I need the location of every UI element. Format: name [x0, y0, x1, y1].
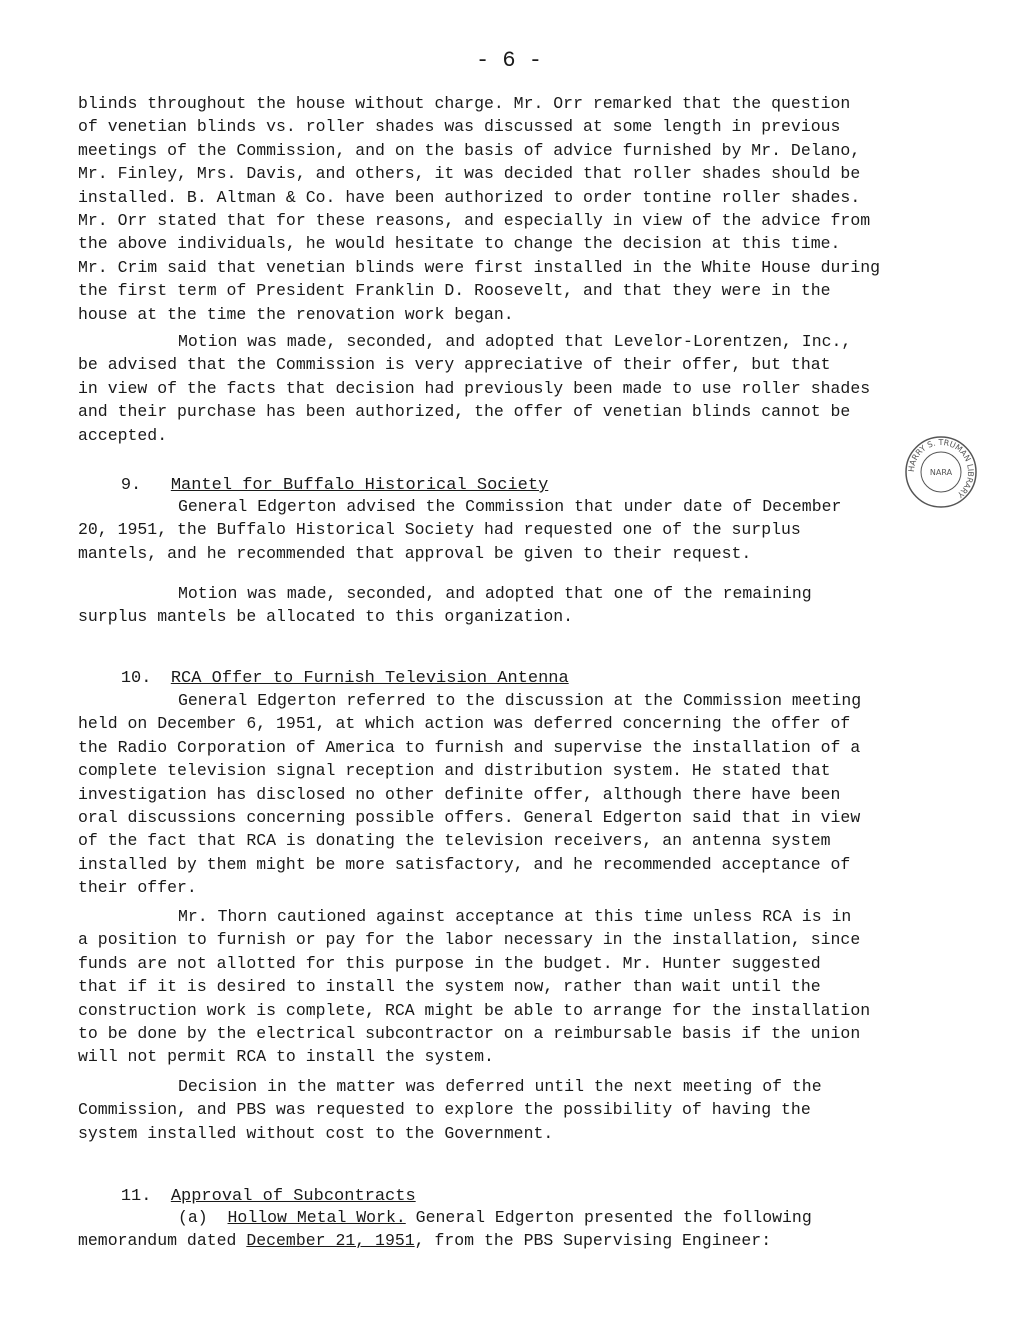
section-title: RCA Offer to Furnish Television Antenna	[170, 669, 569, 688]
text-line: surplus mantels be allocated to this organization.	[78, 607, 574, 627]
subsection-text: General Edgerton presented the following	[405, 1208, 812, 1227]
text-line: their offer.	[78, 878, 197, 898]
paragraph-decision-deferred	[78, 1075, 948, 1145]
text-line: Mr. Thorn cautioned against acceptance at this time unless RCA is in	[178, 907, 852, 926]
paragraph-blinds-motion	[78, 330, 948, 447]
text-line	[78, 1206, 948, 1229]
text-line: mantels, and he recommended that approval be given to their request.	[78, 543, 752, 563]
paragraph-thorn-caution	[78, 905, 948, 1069]
paragraph-blinds-discussion	[78, 92, 948, 326]
text-line: complete television signal reception and distribution system. He stated that	[78, 761, 831, 781]
text-line: General Edgerton advised the Commission that under date of December	[178, 497, 842, 516]
page-number: - 6 -	[475, 48, 542, 73]
text-line: system installed without cost to the Government.	[78, 1123, 554, 1143]
text-line: 20, 1951, the Buffalo Historical Society had requested one of the surplus	[78, 520, 801, 540]
paragraph-mantel-request	[78, 495, 948, 565]
text-line: Mr. Finley, Mrs. Davis, and others, it was decided that roller shades should be	[78, 164, 861, 184]
text-line: Motion was made, seconded, and adopted that Levelor-Lorentzen, Inc.,	[178, 332, 852, 351]
text-line: that if it is desired to install the system now, rather than wait until the	[78, 977, 821, 997]
text-line: investigation has disclosed no other definite offer, although there have been	[78, 784, 841, 804]
subsection-title: Hollow Metal Work.	[227, 1208, 406, 1227]
subsection-label: (a)	[178, 1208, 208, 1227]
paragraph-mantel-motion	[78, 582, 948, 629]
stamp-center-text: NARA	[929, 468, 953, 477]
text-line: will not permit RCA to install the system.	[78, 1047, 494, 1067]
text-line: Mr. Crim said that venetian blinds were first installed in the White House during	[78, 257, 881, 277]
library-stamp-icon	[903, 434, 979, 510]
text-line: Motion was made, seconded, and adopted that one of the remaining	[178, 584, 812, 603]
text-line: General Edgerton referred to the discussion at the Commission meeting	[178, 691, 862, 710]
text-line: to be done by the electrical subcontractor on a reimbursable basis if the union	[78, 1024, 861, 1044]
text-line: a position to furnish or pay for the labor necessary in the installation, since	[78, 930, 861, 950]
text-line: oral discussions concerning possible offers. General Edgerton said that in view	[78, 808, 861, 828]
text-line: house at the time the renovation work began.	[78, 304, 514, 324]
section-number: 10.	[120, 669, 152, 688]
text-line: in view of the facts that decision had previously been made to use roller shades	[78, 378, 871, 398]
text-line	[78, 1229, 948, 1252]
subsection-text: memorandum dated	[78, 1231, 247, 1251]
text-line: Mr. Orr stated that for these reasons, and especially in view of the advice from	[78, 211, 871, 231]
text-line: installed. B. Altman & Co. have been authorized to order tontine roller shades.	[78, 187, 861, 207]
text-line: of the fact that RCA is donating the television receivers, an antenna system	[78, 831, 831, 851]
text-line: and their purchase has been authorized, the offer of venetian blinds cannot be	[78, 402, 851, 422]
text-line: held on December 6, 1951, at which action was deferred concerning the offer of	[78, 714, 851, 734]
text-line: installed by them might be more satisfactory, and he recommended acceptance of	[78, 854, 851, 874]
text-line: of venetian blinds vs. roller shades was discussed at some length in previous	[78, 117, 841, 137]
section-number: 9.	[120, 476, 142, 495]
text-line: accepted.	[78, 425, 168, 445]
text-line: be advised that the Commission is very appreciative of their offer, but that	[78, 355, 831, 375]
section-number: 11.	[120, 1187, 152, 1206]
text-line: Commission, and PBS was requested to explore the possibility of having the	[78, 1100, 811, 1120]
subsection-hollow-metal-work	[78, 1206, 948, 1253]
section-title: Mantel for Buffalo Historical Society	[170, 476, 549, 495]
text-line: funds are not allotted for this purpose in the budget. Mr. Hunter suggested	[78, 953, 821, 973]
text-line: the above individuals, he would hesitate to change the decision at this time.	[78, 234, 841, 254]
memorandum-date: December 21, 1951	[246, 1231, 415, 1251]
text-line: the first term of President Franklin D. Roosevelt, and that they were in the	[78, 281, 831, 301]
subsection-text: , from the PBS Supervising Engineer:	[414, 1231, 772, 1251]
paragraph-rca-offer	[78, 689, 948, 900]
text-line: blinds throughout the house without charge. Mr. Orr remarked that the question	[78, 94, 851, 113]
section-title: Approval of Subcontracts	[170, 1187, 416, 1206]
text-line: construction work is complete, RCA might be able to arrange for the installation	[78, 1000, 871, 1020]
text-line: Decision in the matter was deferred until the next meeting of the	[178, 1077, 822, 1096]
text-line: meetings of the Commission, and on the basis of advice furnished by Mr. Delano,	[78, 140, 861, 160]
text-line: the Radio Corporation of America to furnish and supervise the installation of a	[78, 737, 861, 757]
stamp-ring-text: HARRY S. TRUMAN LIBRARY	[906, 437, 976, 500]
